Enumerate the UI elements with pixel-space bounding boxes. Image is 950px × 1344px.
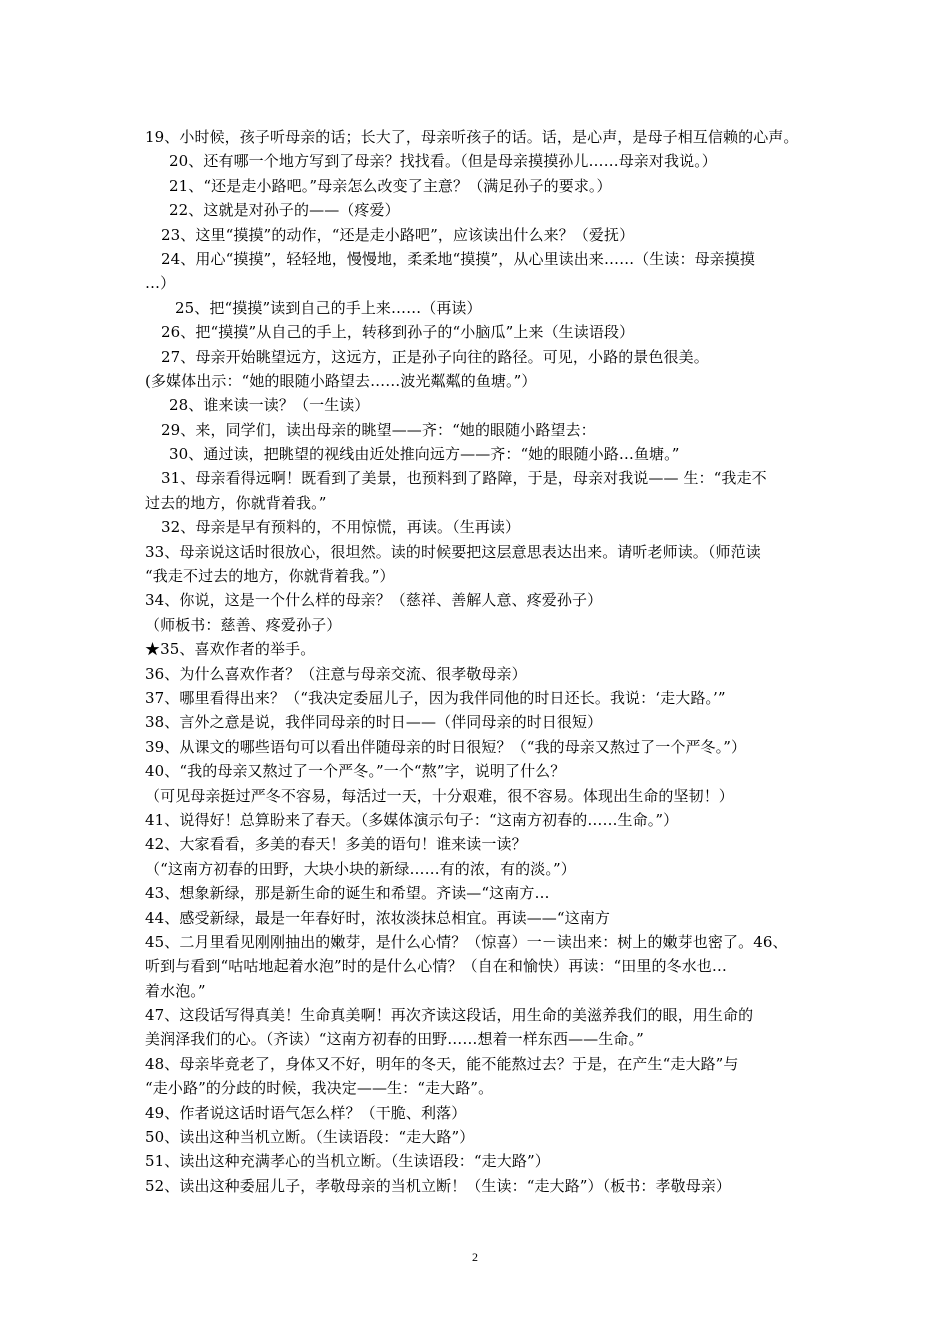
text-line: 23、这里“摸摸”的动作，“还是走小路吧”，应该读出什么来？（爱抚） — [161, 225, 635, 244]
text-line: 49、作者说这话时语气怎么样？（干脆、利落） — [145, 1103, 467, 1122]
text-line: 19、小时候，孩子听母亲的话；长大了，母亲听孩子的话。话，是心声，是母子相互信赖的心声。 — [145, 128, 799, 146]
text-line: 31、母亲看得远啊！既看到了美景，也预料到了路障，于是，母亲对我说—— 生：“我走不 — [161, 469, 767, 488]
text-line: 22、这就是对孙子的——（疼爱） — [169, 201, 400, 220]
text-line: 32、母亲是早有预料的，不用惊慌，再读。（生再读） — [161, 518, 521, 537]
page-number: 2 — [472, 1250, 478, 1264]
text-line: 41、说得好！总算盼来了春天。（多媒体演示句子：“这南方初春的……生命。”） — [145, 810, 679, 829]
text-line: 52、读出这种委屈儿子，孝敬母亲的当机立断！（生读：“走大路”）（板书：孝敬母亲） — [145, 1176, 732, 1195]
text-line: 美润泽我们的心。（齐读）“这南方初春的田野……想着一样东西——生命。” — [145, 1030, 644, 1049]
text-line: “我走不过去的地方，你就背着我。”） — [145, 567, 395, 586]
text-line: 30、通过读，把眺望的视线由近处推向远方——齐：“她的眼随小路…鱼塘。” — [169, 445, 680, 464]
text-line: ★35、喜欢作者的举手。 — [145, 640, 316, 659]
text-line: 45、二月里看见刚刚抽出的嫩芽，是什么心情？（惊喜）一－读出来：树上的嫩芽也密了。46、 — [145, 932, 788, 951]
text-line: 26、把“摸摸”从自己的手上，转移到孙子的“小脑瓜”上来（生读语段） — [161, 323, 635, 342]
text-line: …） — [145, 274, 176, 293]
text-line: （师板书：慈善、疼爱孙子） — [145, 615, 342, 634]
text-line: 25、把“摸摸”读到自己的手上来……（再读） — [175, 298, 482, 317]
text-line: 47、这段话写得真美！生命真美啊！再次齐读这段话，用生命的美滋养我们的眼，用生命的 — [145, 1006, 754, 1025]
text-line: 33、母亲说这话时很放心，很坦然。读的时候要把这层意思表达出来。请听老师读。（师范读 — [145, 542, 761, 561]
text-line: 39、从课文的哪些语句可以看出伴随母亲的时日很短？（“我的母亲又熬过了一个严冬。”） — [145, 737, 747, 756]
text-line: 29、来，同学们，读出母亲的眺望——齐：“她的眼随小路望去： — [161, 420, 596, 439]
text-line: 42、大家看看，多美的春天！多美的语句！谁来读一读？ — [145, 835, 527, 854]
text-line: （“这南方初春的田野，大块小块的新绿……有的浓，有的淡。”） — [145, 859, 576, 878]
text-line: （可见母亲挺过严冬不容易，每活过一天，十分艰难，很不容易。体现出生命的坚韧！） — [145, 786, 734, 805]
text-line: 38、言外之意是说，我伴同母亲的时日——（伴同母亲的时日很短） — [145, 713, 603, 732]
text-line: 40、“我的母亲又熬过了一个严冬。”一个“熬”字，说明了什么？ — [145, 762, 566, 781]
text-line: 27、母亲开始眺望远方，这远方，正是孙子向往的路径。可见，小路的景色很美。 — [161, 347, 709, 366]
text-line: 51、读出这种充满孝心的当机立断。（生读语段：“走大路”） — [145, 1152, 550, 1171]
text-line: “走小路”的分歧的时候，我决定——生：“走大路”。 — [145, 1079, 494, 1098]
text-line: 34、你说，这是一个什么样的母亲？（慈祥、善解人意、疼爱孙子） — [145, 591, 603, 610]
text-line: 37、哪里看得出来？（“我决定委屈儿子，因为我伴同他的时日还长。我说：‘走大路。’” — [145, 688, 726, 707]
text-line: 28、谁来读一读？（一生读） — [169, 396, 370, 415]
text-line: 24、用心“摸摸”，轻轻地，慢慢地，柔柔地“摸摸”，从心里读出来……（生读：母亲摸摸 — [161, 249, 755, 268]
text-line: 43、想象新绿，那是新生命的诞生和希望。齐读—“这南方… — [145, 884, 550, 903]
text-line: 听到与看到“咕咕地起着水泡”时的是什么心情？（自在和愉快）再读：“田里的冬水也… — [145, 957, 728, 976]
text-line: 48、母亲毕竟老了，身体又不好，明年的冬天，能不能熬过去？于是，在产生“走大路”与 — [145, 1054, 739, 1073]
text-line: 着水泡。” — [145, 981, 206, 1000]
text-line: 20、还有哪一个地方写到了母亲？找找看。（但是母亲摸摸孙儿……母亲对我说。） — [169, 152, 717, 171]
text-line: (多媒体出示：“她的眼随小路望去……波光粼粼的鱼塘。”） — [145, 371, 537, 390]
document-body — [145, 125, 810, 1198]
text-line: 50、读出这种当机立断。（生读语段：“走大路”） — [145, 1128, 475, 1147]
text-line: 过去的地方，你就背着我。” — [145, 493, 327, 512]
text-line: 44、感受新绿，最是一年春好时，浓妆淡抹总相宜。再读——“这南方 — [145, 908, 610, 927]
text-line: 21、“还是走小路吧。”母亲怎么改变了主意？（满足孙子的要求。） — [169, 176, 612, 195]
text-line: 36、为什么喜欢作者？（注意与母亲交流、很孝敬母亲） — [145, 664, 527, 683]
